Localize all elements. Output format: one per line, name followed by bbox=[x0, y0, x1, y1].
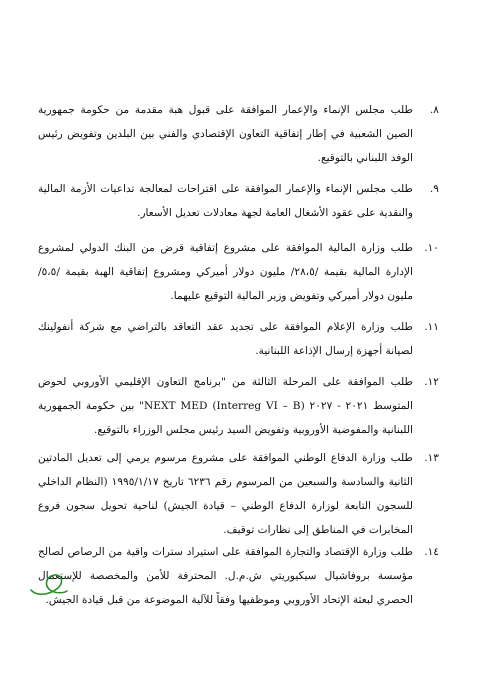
item-number: ١٣. bbox=[424, 452, 439, 464]
item-number: ١٠. bbox=[424, 242, 439, 254]
item-text: طلب مجلس الإنماء والإعمار الموافقة على قبول هبة مقدمة من حكومة جمهورية الصين الشعبية في إطار إتفاقية التعاون الإقتصادي والفني بين البلدين وتفويض رئيس الوفد اللبناني بالتوقيع. bbox=[38, 104, 413, 164]
item-number: ١١. bbox=[424, 321, 439, 333]
item-text: طلب الموافقة على المرحلة الثالثة من "برنامج التعاون الإقليمي الأوروبي لحوض المتوسط ٢٠٢١ - ٢٠٢٧ (Interreg VI – B) NEXT MED" بين حكومة الجمهورية اللبنانية والمفوضية الأوروبية وتفويض السيد رئيس مجلس الوزراء بالتوقيع. bbox=[38, 376, 413, 436]
item-text: طلب وزارة الدفاع الوطني الموافقة على مشروع مرسوم يرمي إلى تعديل المادتين الثانية والسادسة والسبعين من المرسوم رقم ٦٢٣٦ تاريخ ١٩٩٥/١/١٧ (النظام الداخلي للسجون التابعة لوزارة الدفاع الوطني – قيادة الجيش) لناحية تحويل سجون فروع المخابرات في المناطق إلى نظارات توقيف. bbox=[38, 452, 413, 536]
agenda-item-12 bbox=[38, 370, 439, 442]
handwritten-initials-signature bbox=[28, 566, 68, 600]
item-number: ١٢. bbox=[424, 376, 439, 388]
agenda-item-9 bbox=[38, 177, 439, 225]
agenda-item-14 bbox=[38, 540, 439, 612]
item-text: طلب مجلس الإنماء والإعمار الموافقة على اقتراحات لمعالجة تداعيات الأزمة المالية والنقدية على عقود الأشغال العامة لجهة معادلات تعديل الأسعار. bbox=[38, 183, 413, 219]
item-number: ٨. bbox=[429, 104, 439, 116]
agenda-item-11 bbox=[38, 315, 439, 363]
item-text: طلب وزارة الإعلام الموافقة على تجديد عقد التعاقد بالتراضي مع شركة أنفولينك لصيانة أجهزة إرسال الإذاعة اللبنانية. bbox=[38, 321, 413, 357]
agenda-item-10 bbox=[38, 236, 439, 308]
item-text: طلب وزارة الإقتصاد والتجارة الموافقة على استيراد سترات واقية من الرصاص لصالح مؤسسة بروفاشيال سيكيوريتي ش.م.ل. المحترفة للأمن والمخصصة للإستعمال الحصري لبعثة الإتحاد الأوروبي وموظفيها وفقاً للآلية الموضوعة من قبل قيادة الجيش. bbox=[38, 546, 413, 606]
agenda-item-8 bbox=[38, 98, 439, 170]
agenda-item-13 bbox=[38, 446, 439, 542]
item-number: ١٤. bbox=[424, 546, 439, 558]
item-text: طلب وزارة المالية الموافقة على مشروع إتفاقية قرض من البنك الدولي لمشروع الإدارة المالية بقيمة /٢٨،٥/ مليون دولار أميركي ومشروع إتفاقية الهبة بقيمة /٥،٥/ مليون دولار أميركي وتفويض وزير المالية التوقيع عليهما. bbox=[38, 242, 414, 302]
item-number: ٩. bbox=[429, 183, 439, 195]
